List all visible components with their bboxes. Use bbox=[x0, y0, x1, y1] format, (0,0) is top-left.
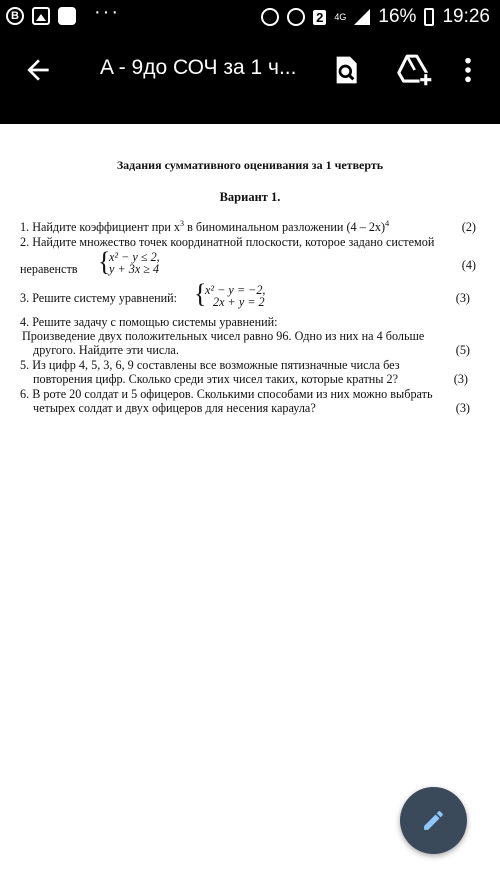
q3-prefix: 3. Решите систему уравнений: bbox=[20, 291, 178, 305]
question-2-system bbox=[20, 246, 480, 280]
q3-eq1: x² − y = −2, bbox=[205, 283, 266, 297]
status-right bbox=[261, 6, 490, 28]
q1-text-a: 1. Найдите коэффициент при x bbox=[20, 220, 181, 234]
question-6-line2 bbox=[33, 402, 480, 415]
q1-points: (2) bbox=[461, 220, 476, 234]
question-1 bbox=[20, 218, 480, 234]
document-page[interactable] bbox=[0, 124, 500, 888]
status-bar bbox=[0, 0, 500, 36]
q6-line2-text: четырех солдат и двух офицеров для несения караула? bbox=[33, 401, 316, 415]
q3-equations bbox=[205, 284, 265, 308]
question-2-line1: 2. Найдите множество точек координатной плоскости, которое задано системой bbox=[20, 235, 435, 249]
q5-line2-text: повторения цифр. Сколько среди этих чисел таких, которые кратны 2? bbox=[33, 372, 399, 386]
app-bar bbox=[0, 36, 500, 104]
question-3 bbox=[20, 278, 480, 314]
q2-points: (4) bbox=[461, 258, 476, 272]
arrow-back-icon[interactable] bbox=[22, 54, 54, 86]
battery-percent: 16% bbox=[378, 6, 417, 27]
q2-ineq2: y + 3x ≥ 4 bbox=[109, 262, 160, 276]
network-type: 4G bbox=[334, 11, 347, 22]
gallery-icon bbox=[32, 7, 50, 25]
q3-brace: { bbox=[194, 278, 207, 309]
question-4-line3 bbox=[33, 344, 480, 357]
question-4-line1: 4. Решите задачу с помощью системы уравнений: bbox=[20, 315, 278, 329]
more-vert-icon[interactable] bbox=[462, 56, 474, 84]
notification-count-badge: 2 bbox=[313, 10, 326, 25]
question-5-line1: 5. Из цифр 4, 5, 3, 6, 9 составлены все возможные пятизначные числа без bbox=[20, 358, 400, 372]
question-5-line2 bbox=[33, 373, 480, 386]
pencil-icon bbox=[421, 808, 446, 833]
q1-sup-a: 3 bbox=[180, 218, 185, 228]
q1-sup-b: 4 bbox=[385, 218, 390, 228]
find-in-page-icon[interactable] bbox=[330, 53, 362, 87]
battery-icon bbox=[424, 8, 434, 26]
document-title: A - 9до СОЧ за 1 ч... bbox=[100, 56, 297, 79]
q5-points: (3) bbox=[453, 372, 468, 386]
q1-text-b: в биноминальном разложении (4 – 2x) bbox=[184, 220, 386, 234]
q2-ineq1: x² − y ≤ 2, bbox=[109, 250, 160, 264]
app-badge-icon: B bbox=[6, 7, 24, 25]
signal-icon bbox=[354, 9, 370, 25]
q4-line3-text: другого. Найдите эти числа. bbox=[33, 343, 179, 357]
doc-heading: Задания суммативного оценивания за 1 четверть bbox=[116, 158, 384, 172]
data-saver-icon bbox=[261, 8, 279, 26]
status-left bbox=[6, 0, 120, 25]
q2-prefix: неравенств bbox=[20, 262, 78, 276]
q3-eq2: 2x + y = 2 bbox=[213, 295, 265, 309]
clock: 19:26 bbox=[442, 6, 490, 27]
q4-points: (5) bbox=[455, 343, 470, 357]
edit-button[interactable] bbox=[400, 787, 467, 854]
q2-brace: { bbox=[98, 246, 111, 277]
question-6-line1: 6. В роте 20 солдат и 5 офицеров. Сколькими способами из них можно выбрать bbox=[20, 387, 433, 401]
add-to-drive-icon[interactable] bbox=[396, 53, 432, 87]
q2-inequalities bbox=[109, 251, 160, 275]
q3-points: (3) bbox=[455, 291, 470, 305]
q6-points: (3) bbox=[455, 401, 470, 415]
notification-app-icon bbox=[58, 7, 76, 25]
doc-variant: Вариант 1. bbox=[219, 190, 281, 204]
question-4-line2: Произведение двух положительных чисел равно 96. Одно из них на 4 больше bbox=[22, 329, 425, 343]
alarm-icon bbox=[287, 8, 305, 26]
more-notifications-icon: ··· bbox=[94, 0, 120, 23]
